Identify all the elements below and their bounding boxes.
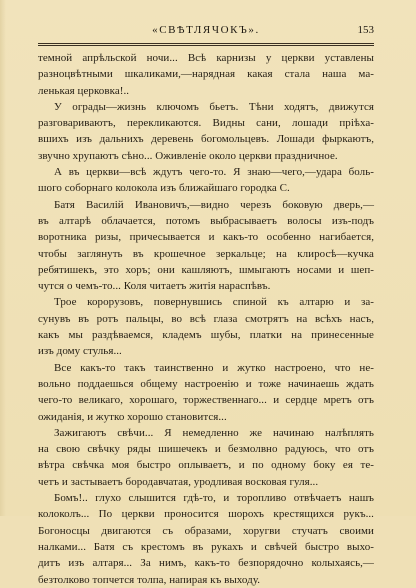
header-rule xyxy=(38,43,374,46)
text-line: чутся о чемъ-то... Коля читаетъ житія нараспѣвъ. xyxy=(38,280,271,293)
running-title: «СВѢТЛЯЧОКЪ». xyxy=(152,24,260,36)
text-line: сунувъ въ ротъ пальцы, во всѣ глаза смотрятъ на всѣхъ насъ, xyxy=(38,312,374,325)
text-line: колоколъ... По церкви проносится шорохъ крестящихся рукъ... xyxy=(38,508,374,521)
text-line: шого соборнаго колокола изъ ближайшаго городка С. xyxy=(38,182,290,195)
text-line: налками... Батя съ крестомъ въ рукахъ и свѣчей быстро выхо- xyxy=(38,540,374,553)
text-line: чтобы заглянуть въ крошечное зеркальце; на клиросѣ—кучка xyxy=(38,247,374,260)
text-line: вшихъ изъ дальнихъ деревень богомольцевъ. Лошади фыркаютъ, xyxy=(38,133,374,146)
text-line: темной апрѣльской ночи... Всѣ карнизы у церкви уставлены xyxy=(38,52,374,64)
text-line: воротника ризы, причесывается и какъ-то особенно нагибается, xyxy=(38,231,374,244)
text-line: на свою свѣчку ряды шишечекъ и безмолвно радуюсь, что отъ xyxy=(38,443,374,456)
page-edge-shadow xyxy=(0,0,6,516)
text-line: Батя Василій Ивановичъ,—видно черезъ боковую дверь,— xyxy=(54,198,374,211)
text-line: въ алтарѣ облачается, потомъ выбрасываетъ волосы изъ-подъ xyxy=(38,214,374,227)
text-line: безтолково топчется толпа, напирая къ выходу. xyxy=(38,573,261,586)
text-line: разноцвѣтными шкаликами,—нарядная какая стала наша ма- xyxy=(38,68,374,81)
text-line: вѣтра свѣчка моя быстро оплываетъ, и по одному боку ея те- xyxy=(38,459,374,472)
text-line: какъ мы раздѣваемся, кладемъ шубы, платки на принесенные xyxy=(38,329,374,342)
text-line: звучно хрупаютъ сѣно... Оживленіе около церкви праздничное. xyxy=(38,149,338,162)
text-line: четъ и застываетъ бородавчатая, уродливая восковая гуля... xyxy=(38,475,319,488)
text-line: изъ дому стулья... xyxy=(38,345,122,358)
text-line: Зажигаютъ свѣчи... Я немедленно же начинаю налѣплять xyxy=(54,426,374,439)
text-line: чего-то великаго, хорошаго, торжественнаго... и сердце мретъ отъ xyxy=(38,394,374,407)
text-line: У ограды—жизнь ключомъ бьетъ. Тѣни ходятъ, движутся xyxy=(54,100,374,113)
text-line: ожиданія, и жутко хорошо становится... xyxy=(38,410,227,423)
page-number: 153 xyxy=(357,24,374,36)
text-line: Трое корopузовъ, повернувшись спиной къ алтарю и за- xyxy=(54,296,374,309)
text-line: Все какъ-то такъ таинственно и жутко настроено, что не- xyxy=(54,361,374,374)
page-header xyxy=(38,24,374,42)
text-line: ленькая церковка!.. xyxy=(38,84,130,97)
text-line: вольно поддаешься общему настроенію и тоже начинаешь ждать xyxy=(38,377,374,390)
body-text xyxy=(38,50,374,588)
text-line: разговариваютъ, перекликаются. Видны сани, лошади пріѣха- xyxy=(38,117,374,130)
text-line: ребятишекъ, это хоръ; они кашляютъ, шмыгаютъ носами и шеп- xyxy=(38,263,374,276)
text-line: А въ церкви—всѣ ждутъ чего-то. Я знаю—чего,—удара боль- xyxy=(54,166,374,179)
text-line: Бомъ!.. глухо слышится гдѣ-то, и торопливо отвѣчаетъ нашъ xyxy=(54,492,374,505)
text-line: Богоносцы двигаются съ образами, хоругви стучатъ своими xyxy=(38,524,374,537)
text-line: дитъ изъ алтаря... За нимъ, какъ-то безпорядочно колыхаясь,— xyxy=(38,557,374,570)
